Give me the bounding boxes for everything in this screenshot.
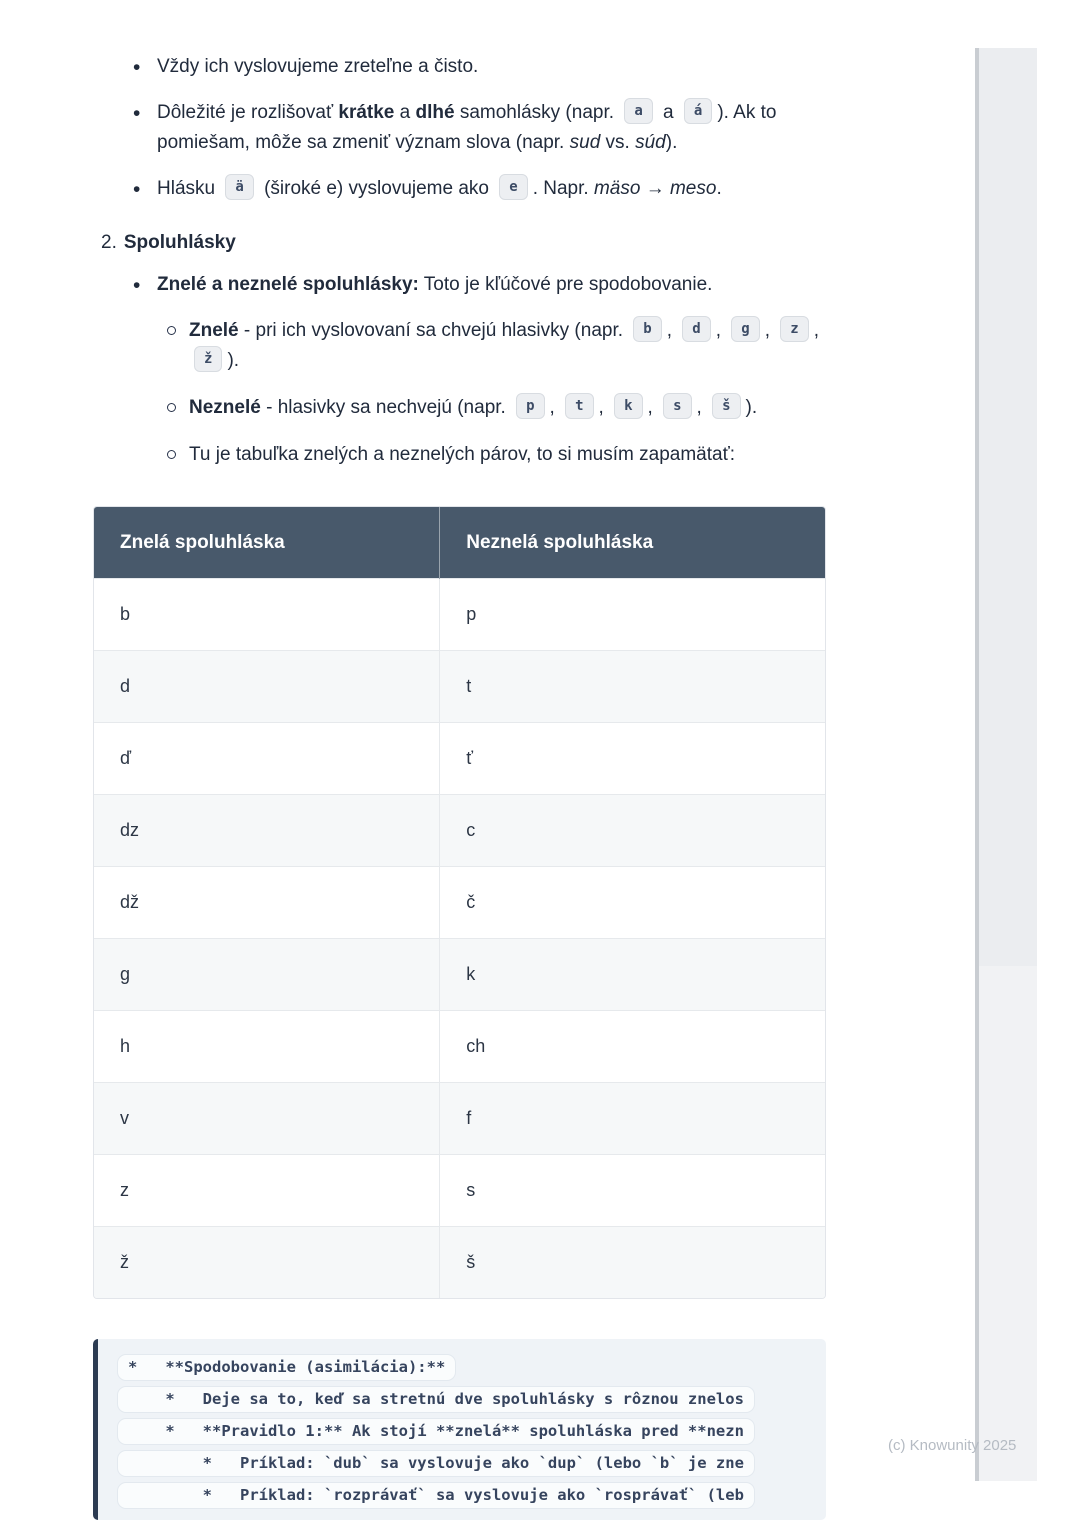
table-body <box>94 579 825 1299</box>
table-cell: ť <box>440 723 825 795</box>
text: , <box>715 320 727 342</box>
inline-code-chip: g <box>731 316 759 342</box>
table-row <box>94 579 825 651</box>
italic-text: sud <box>569 132 601 154</box>
text: → <box>640 178 670 200</box>
code-line: * Príklad: `dub` sa vyslovuje ako `dup` (lebo `b` je zne <box>117 1450 755 1477</box>
intro-bullet-list <box>93 52 826 204</box>
table-cell: d <box>94 651 440 723</box>
list-item <box>93 270 826 300</box>
inline-code-chip: d <box>682 316 710 342</box>
inline-code-chip: ä <box>225 174 253 200</box>
table-head <box>94 507 825 579</box>
numbered-item-spoluhlasky <box>101 232 826 254</box>
list-item <box>93 174 826 204</box>
watermark: (c) Knowunity 2025 <box>888 1437 1017 1454</box>
table-row <box>94 651 825 723</box>
text: - pri ich vyslovovaní sa chvejú hlasivky (napr. <box>238 320 629 342</box>
code-line: * **Spodobovanie (asimilácia):** <box>117 1354 456 1381</box>
text: . <box>716 178 722 200</box>
text: , <box>549 397 561 419</box>
list-item <box>93 393 826 423</box>
table-cell: k <box>440 939 825 1011</box>
bullet-disc-icon <box>133 51 140 84</box>
table-cell: g <box>94 939 440 1011</box>
consonant-table <box>94 507 825 1298</box>
text: , <box>813 320 820 342</box>
consonant-table-wrapper <box>93 506 826 1299</box>
list-number: 2. <box>101 232 117 254</box>
bold-text: krátke <box>338 102 395 124</box>
table-header-cell: Neznelá spoluhláska <box>440 507 825 579</box>
text: Vždy ich vyslovujeme zreteľne a čisto. <box>157 56 479 77</box>
table-header-cell: Znelá spoluhláska <box>94 507 440 579</box>
bold-text: Znelé a neznelé spoluhlásky: <box>157 274 419 296</box>
table-cell: z <box>94 1155 440 1227</box>
list-item-text <box>157 274 712 295</box>
bullet-disc-icon <box>133 97 140 130</box>
section-title: Spoluhlásky <box>123 232 236 254</box>
text: vs. <box>600 132 636 154</box>
text: Tu je tabuľka znelých a neznelých párov, to si musím zapamätať: <box>189 444 735 466</box>
list-item <box>93 316 826 376</box>
bullet-disc-icon <box>133 269 140 302</box>
inline-code-chip: š <box>712 393 740 419</box>
inline-code-chip: e <box>499 174 527 200</box>
list-item <box>93 440 826 470</box>
table-row <box>94 939 825 1011</box>
bullet-disc-icon <box>133 173 140 206</box>
table-row <box>94 723 825 795</box>
table-cell: dz <box>94 795 440 867</box>
italic-text: súd <box>635 132 666 154</box>
bullet-circle-icon <box>167 450 176 459</box>
table-cell: c <box>440 795 825 867</box>
code-line: * **Pravidlo 1:** Ak stojí **znelá** spoluhláska pred **nezn <box>117 1418 755 1445</box>
circle-bullet-list <box>93 316 826 470</box>
table-row <box>94 1011 825 1083</box>
bold-text: Neznelé <box>189 397 261 419</box>
list-item-text <box>189 320 819 371</box>
text: Hlásku <box>157 178 221 200</box>
inline-code-chip: t <box>565 393 593 419</box>
table-cell: b <box>94 579 440 651</box>
table-row <box>94 1155 825 1227</box>
inline-code-chip: b <box>633 316 661 342</box>
text: a <box>394 102 416 124</box>
list-item <box>93 98 826 158</box>
table-row <box>94 795 825 867</box>
inline-code-chip: a <box>624 98 652 124</box>
table-cell: dž <box>94 867 440 939</box>
list-item-text <box>157 56 478 77</box>
code-block <box>93 1339 826 1520</box>
inline-code-chip: z <box>780 316 808 342</box>
table-cell: f <box>440 1083 825 1155</box>
table-cell: t <box>440 651 825 723</box>
table-cell: p <box>440 579 825 651</box>
text: , <box>764 320 776 342</box>
inline-code-chip: k <box>614 393 642 419</box>
scrollbar-thumb[interactable] <box>979 48 1037 966</box>
text: Dôležité je rozlišovať <box>157 102 339 124</box>
table-cell: ch <box>440 1011 825 1083</box>
italic-text: mäso <box>593 178 641 200</box>
inline-code-chip: ž <box>194 346 222 372</box>
table-row <box>94 867 825 939</box>
table-cell: ž <box>94 1227 440 1299</box>
list-item-text <box>157 102 776 153</box>
list-item-text <box>157 178 722 199</box>
table-row <box>94 1227 825 1299</box>
bold-text: dlhé <box>415 102 455 124</box>
scrollbar-track[interactable] <box>975 48 1037 1481</box>
text: Toto je kľúčové pre spodobovanie. <box>418 274 713 296</box>
text: . Napr. <box>532 178 594 200</box>
inline-code-chip: p <box>516 393 544 419</box>
bold-text: Znelé <box>189 320 239 342</box>
note-content <box>93 52 826 1520</box>
inline-code-chip: á <box>684 98 712 124</box>
list-item <box>93 52 826 82</box>
text: - hlasivky sa nechvejú (napr. <box>260 397 512 419</box>
table-header-row <box>94 507 825 579</box>
table-cell: h <box>94 1011 440 1083</box>
text: , <box>666 320 678 342</box>
table-cell: v <box>94 1083 440 1155</box>
code-line: * Deje sa to, keď sa stretnú dve spoluhlásky s rôznou znelos <box>117 1386 755 1413</box>
table-row <box>94 1083 825 1155</box>
table-cell: š <box>440 1227 825 1299</box>
text: ). <box>665 132 678 154</box>
text: ). Ak to pomiešam, môže sa zmeniť význam slova (napr. <box>157 102 777 154</box>
key-bullet-list <box>93 270 826 300</box>
inline-code-chip: s <box>663 393 691 419</box>
text: , <box>696 397 708 419</box>
list-item-text <box>189 444 735 465</box>
text: , <box>647 397 659 419</box>
table-cell: č <box>440 867 825 939</box>
text: , <box>598 397 610 419</box>
text: (široké e) vyslovujeme ako <box>258 178 495 200</box>
italic-text: meso <box>669 178 717 200</box>
text: samohlásky (napr. <box>454 102 620 124</box>
text: ). <box>227 350 240 372</box>
text: ). <box>745 397 758 419</box>
table-cell: ď <box>94 723 440 795</box>
table-cell: s <box>440 1155 825 1227</box>
list-item-text <box>189 397 757 418</box>
code-line: * Príklad: `rozprávať` sa vyslovuje ako `rosprávať` (leb <box>117 1482 755 1509</box>
bullet-circle-icon <box>167 326 176 335</box>
bullet-circle-icon <box>167 403 176 412</box>
text: a <box>657 102 679 124</box>
